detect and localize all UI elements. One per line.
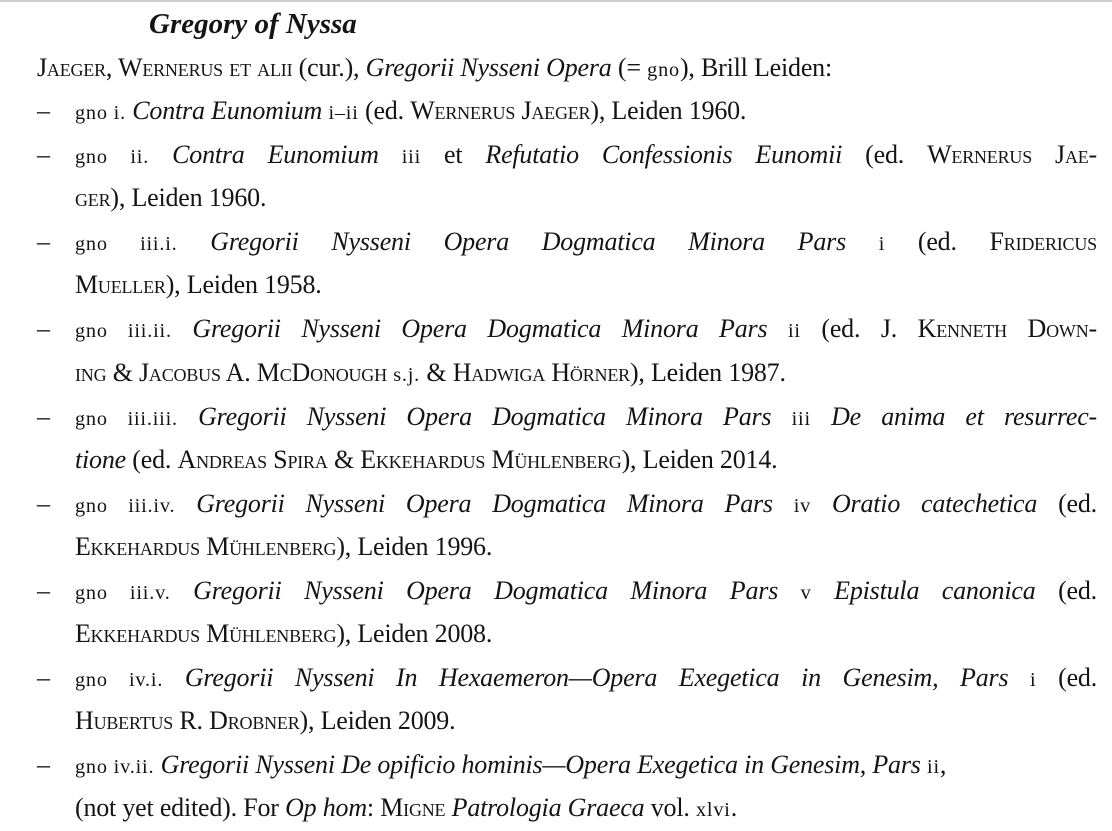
entry-volume: gno ii. [75, 146, 150, 168]
entry-dash: – [37, 140, 50, 169]
entry-part: iii [401, 146, 421, 168]
entry-7-line-1 [75, 574, 1097, 610]
entry-ed: (ed. [1058, 663, 1098, 692]
section-heading: Gregory of Nyssa [149, 8, 357, 40]
entry-dash: – [37, 402, 50, 431]
entry-3-line-2 [75, 268, 322, 302]
entry-note: (not yet edited). For [75, 793, 286, 822]
entry-title: Gregorii Nysseni Opera Dogmatica Minora Pars [198, 402, 772, 431]
entry-ed: (ed. [917, 227, 957, 256]
entry-title-2: Oratio catechetica [831, 489, 1038, 518]
intro-abbr-post: ), Brill Leiden: [679, 53, 832, 82]
entry-dash: – [37, 576, 50, 605]
intro-work-title: Gregorii Nysseni Opera [365, 53, 612, 82]
entry-editor: Wernerus Jaeger [410, 96, 591, 125]
entry-vol-label: vol. [644, 793, 696, 822]
entry-sj: s.j. [393, 364, 421, 386]
entry-imprint: ), Leiden 2009. [299, 706, 456, 735]
entry-4-line-1 [75, 312, 1097, 348]
entry-7-line-2 [75, 617, 492, 651]
entry-volume: gno iv.ii. [75, 756, 155, 778]
entry-1-line-1 [75, 94, 746, 130]
entry-editor-cont: ing & Jacobus A. McDonough [75, 358, 387, 387]
entry-editor: Wernerus Jae- [927, 140, 1097, 169]
entry-editor: Ekkehardus Mühlenberg [75, 532, 337, 561]
entry-title: Gregorii Nysseni De opificio hominis—Opera Exegetica in Genesim, Pars [160, 750, 921, 779]
entry-title: Contra Eunomium [172, 140, 379, 169]
entry-4-line-2 [75, 356, 786, 392]
entry-et: et [421, 140, 486, 169]
entry-author: Migne [380, 793, 446, 822]
entry-9-line-2 [75, 791, 737, 827]
entry-editor: Fridericus [989, 227, 1097, 256]
entry-editor-cont: ger [75, 183, 111, 212]
entry-dash: – [37, 663, 50, 692]
entry-period: . [730, 793, 738, 822]
entry-imprint: ), Leiden 1958. [165, 270, 322, 299]
entry-imprint: ), Leiden 1987. [629, 358, 786, 387]
entry-ed: (ed. [1058, 489, 1097, 518]
entry-abbrev-title: Op hom [285, 793, 367, 822]
entry-volume: gno iii.iv. [75, 495, 176, 517]
entry-9-line-1 [75, 748, 946, 784]
entry-8-line-2 [75, 704, 455, 738]
entry-title: Contra Eunomium [132, 96, 323, 125]
entry-3-line-1 [75, 225, 1097, 261]
entry-editor: Andreas Spira & Ekkehardus Mühlenberg [177, 445, 622, 474]
entry-volume: gno iii.i. [75, 233, 178, 255]
entry-imprint: ), Leiden 1960. [110, 183, 267, 212]
top-rule [0, 0, 1112, 2]
entry-volume: gno iii.v. [75, 582, 171, 604]
entry-part: ii [787, 320, 801, 342]
entry-editor: Ekkehardus Mühlenberg [75, 619, 337, 648]
entry-2-line-1 [75, 138, 1097, 174]
intro-abbr-pre: (= [611, 53, 648, 82]
entry-ed: (ed. [842, 140, 928, 169]
entry-imprint: ), Leiden 1996. [336, 532, 493, 561]
entry-title: Gregorii Nysseni Opera Dogmatica Minora Pars [196, 489, 773, 518]
entry-ed: (ed. [1058, 576, 1097, 605]
entry-volume: gno iv.i. [75, 669, 164, 691]
entry-ed: (ed. [126, 445, 178, 474]
entry-comma: , [939, 750, 947, 779]
entry-5-line-1 [75, 400, 1097, 436]
entry-editor: Kenneth Down- [917, 314, 1097, 343]
entry-ed: (ed. [364, 96, 404, 125]
entry-volume: gno i. [75, 102, 126, 124]
entry-volume: gno iii.ii. [75, 320, 172, 342]
entry-dash: – [37, 750, 50, 779]
entry-part: iii [791, 408, 811, 430]
entry-amp: & [420, 358, 453, 387]
entry-5-line-2 [75, 443, 777, 477]
entry-editor-cont: Mueller [75, 270, 166, 299]
entry-part: ii [927, 756, 940, 778]
entry-title-2: Epistula canonica [834, 576, 1036, 605]
entry-imprint: ), Leiden 1960. [590, 96, 747, 125]
intro-abbr: gno [647, 59, 680, 81]
entry-part: v [800, 582, 812, 604]
entry-editor-2: Hadwiga Hörner [452, 358, 630, 387]
entry-dash: – [37, 314, 50, 343]
entry-colon: : [366, 793, 381, 822]
intro-cur: (cur.), [292, 53, 366, 82]
entry-8-line-1 [75, 661, 1097, 697]
entry-editor: Hubertus R. Drobner [75, 706, 300, 735]
entry-6-line-2 [75, 530, 492, 564]
entry-title-2: Refutatio Confessionis Eunomii [485, 140, 843, 169]
entry-dash: – [37, 489, 50, 518]
entry-series-title: Patrologia Graeca [451, 793, 645, 822]
entry-title-2: De anima et resurrec- [831, 402, 1098, 431]
entry-part: i [878, 233, 886, 255]
entry-title: Gregorii Nysseni Opera Dogmatica Minora Pars [210, 227, 846, 256]
entry-title: Gregorii Nysseni Opera Dogmatica Minora Pars [193, 576, 779, 605]
entry-imprint: ), Leiden 2014. [621, 445, 778, 474]
entry-2-line-2 [75, 181, 266, 215]
entry-part: i–ii [328, 102, 359, 124]
entry-part: i [1030, 669, 1037, 691]
entry-imprint: ), Leiden 2008. [336, 619, 493, 648]
entry-vol-number: xlvi [695, 799, 731, 821]
entry-volume: gno iii.iii. [75, 408, 178, 430]
entry-6-line-1 [75, 487, 1097, 523]
entry-part: iv [793, 495, 812, 517]
entry-ed: (ed. J. [821, 314, 898, 343]
entry-title: Gregorii Nysseni Opera Dogmatica Minora Pars [192, 314, 768, 343]
entry-dash: – [37, 96, 50, 125]
entry-title: Gregorii Nysseni In Hexaemeron—Opera Exegetica in Genesim, Pars [184, 663, 1009, 692]
entry-title-cont: tione [75, 445, 126, 474]
entry-dash: – [37, 227, 50, 256]
intro-line [37, 51, 832, 87]
intro-author: Jaeger, Wernerus et alii [37, 53, 293, 82]
